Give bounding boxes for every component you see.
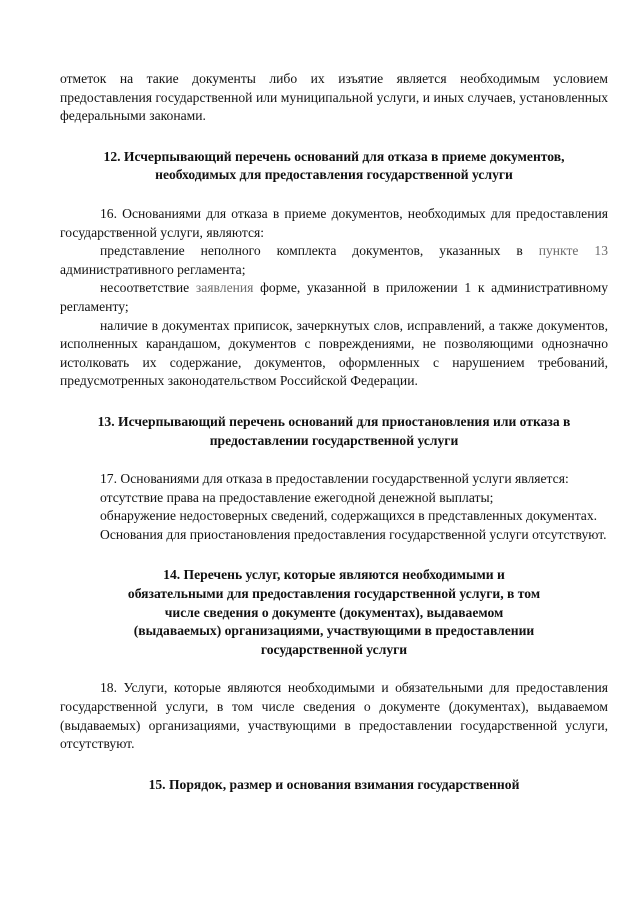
paragraph-17-note: Основания для приостановления предоставления государственной услуги отсутствуют. <box>100 526 607 542</box>
paragraph-16-item-1 <box>60 242 608 279</box>
item-1-text-before: представление неполного комплекта документов, указанных в <box>100 243 539 259</box>
intro-paragraph: отметок на такие документы либо их изъятие является необходимым условием предоставления государственной или муниципальной услуги, и иных случаев, установленных федеральными законами. <box>60 71 608 124</box>
section-15-heading: 15. Порядок, размер и основания взимания государственной <box>148 776 520 792</box>
item-13-link[interactable]: пункте 13 <box>538 243 608 259</box>
paragraph-17-item-1: отсутствие права на предоставление ежегодной денежной выплаты; <box>100 489 494 505</box>
section-14-body <box>60 679 608 753</box>
item-2-text-before: несоответствие <box>100 280 196 296</box>
section-12-body <box>60 205 608 391</box>
paragraph-17: 17. Основаниями для отказа в предоставлении государственной услуги является: <box>100 471 569 487</box>
application-link[interactable]: заявления <box>195 280 254 296</box>
paragraph-16-item-3: наличие в документах приписок, зачеркнутых слов, исправлений, а также документов, исполненных карандашом, документов с повреждениями, не позволяющими однозначно истолковать их содержание, документов, оформленных с нарушением требований, предусмотренных законодательством Российской Федерации. <box>60 317 608 389</box>
section-12-heading: 12. Исчерпывающий перечень оснований для отказа в приеме документов, необходимых для предоставления государственной услуги <box>103 148 565 183</box>
item-1-text-after: административного регламента; <box>60 261 246 277</box>
item-2-text-after: форме, указанной в приложении 1 к административному регламенту; <box>60 280 608 314</box>
section-14-heading: 14. Перечень услуг, которые являются необходимыми и обязательными для предоставления государственной услуги, в том числе сведения о документе (документах), выдаваемом (выдаваемых) организациями, участвующими в предоставлении государственной услуги <box>127 567 541 657</box>
paragraph-17-item-2: обнаружение недостоверных сведений, содержащихся в представленных документах. <box>100 508 598 524</box>
paragraph-16: 16. Основаниями для отказа в приеме документов, необходимых для предоставления государственной услуги, являются: <box>60 205 608 240</box>
paragraph-16-item-2 <box>60 279 608 316</box>
paragraph-18: 18. Услуги, которые являются необходимыми и обязательными для предоставления государственной услуги, в том числе сведения о документе (документах), выдаваемом (выдаваемых) организациями, участвующими в предоставлении государственной услуги, отсутствуют. <box>60 680 608 752</box>
section-13-body <box>60 470 608 544</box>
section-13-heading: 13. Исчерпывающий перечень оснований для приостановления или отказа в предоставлении государственной услуги <box>97 413 571 448</box>
